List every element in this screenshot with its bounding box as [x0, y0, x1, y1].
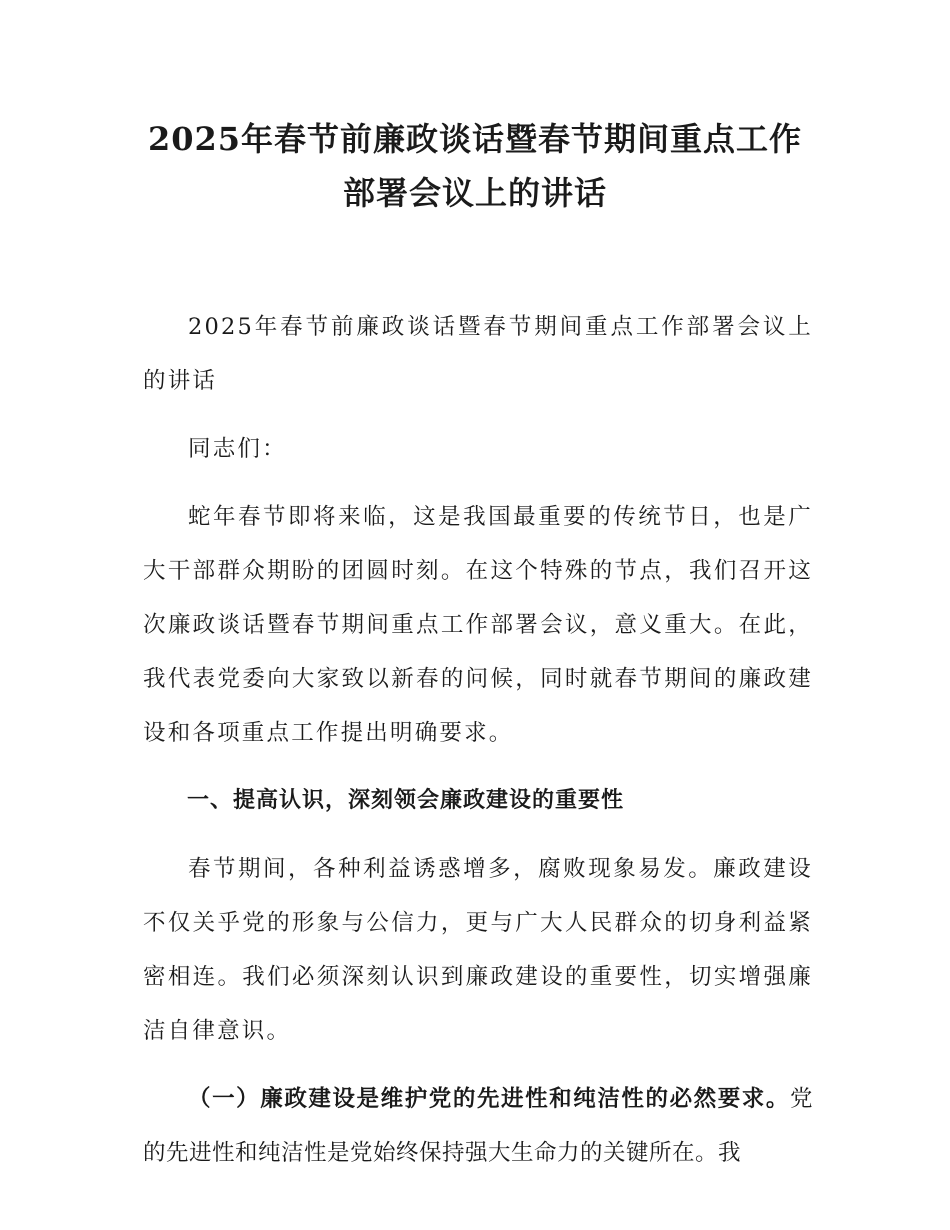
subsection-1-heading: （一）廉政建设是维护党的先进性和纯洁性的必然要求。 — [188, 1086, 790, 1112]
document-title-line-1: 2025年春节前廉政谈话暨春节期间重点工作 — [147, 120, 803, 158]
section-1-heading: 一、提高认识，深刻领会廉政建设的重要性 — [187, 788, 625, 813]
intro-title-paragraph: 2025年春节前廉政谈话暨春节期间重点工作部署会议上的讲话 — [143, 314, 813, 394]
subsection-1-text: 党的先进性和纯洁性是党始终保持强大生命力的关键所在。我 — [143, 1086, 813, 1166]
document-body — [143, 300, 813, 1194]
opening-paragraph: 蛇年春节即将来临，这是我国最重要的传统节日，也是广大干部群众期盼的团圆时刻。在这个特殊的节点，我们召开这次廉政谈话暨春节期间重点工作部署会议，意义重大。在此，我代表党委向大家致以新春的问候，同时就春节期间的廉政建设和各项重点工作提出明确要求。 — [143, 504, 813, 746]
subsection-1-paragraph — [143, 1072, 813, 1180]
section-1-paragraph: 春节期间，各种利益诱惑增多，腐败现象易发。廉政建设不仅关乎党的形象与公信力，更与广大人民群众的切身利益紧密相连。我们必须深刻认识到廉政建设的重要性，切实增强廉洁自律意识。 — [143, 856, 813, 1044]
document-title — [100, 112, 850, 220]
document-title-line-2: 部署会议上的讲话 — [342, 174, 607, 212]
salutation: 同志们： — [188, 436, 287, 462]
